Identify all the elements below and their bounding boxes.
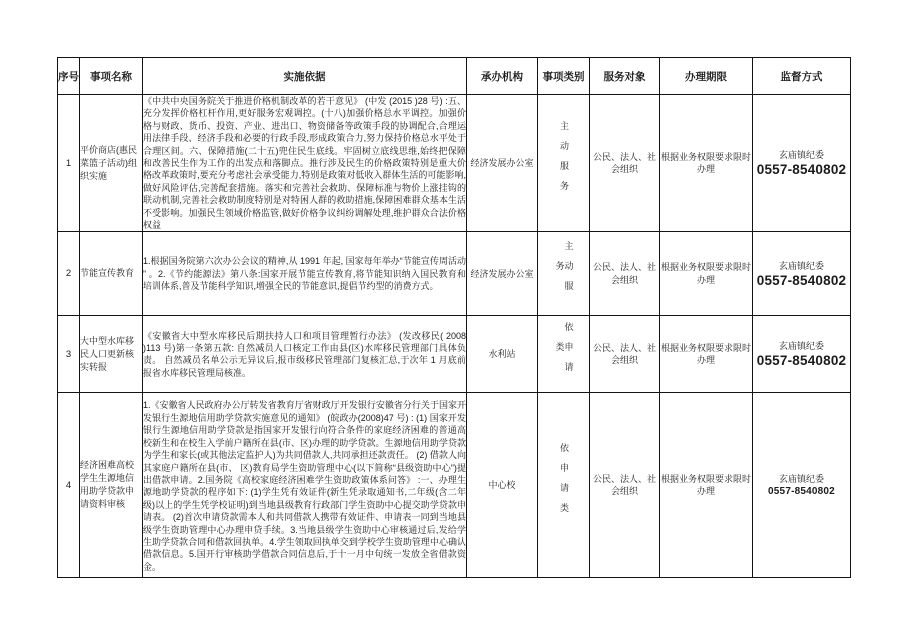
- supervision-method: [753, 393, 851, 578]
- supervisor-name: 玄庙镇纪委: [778, 150, 824, 161]
- item-name: 平价商店(惠民菜篮子活动)组织实施: [80, 95, 143, 232]
- processing-deadline: 根据业务权限要求限时办理: [660, 232, 753, 316]
- supervisor-name: 玄庙镇纪委: [778, 474, 824, 485]
- undertaking-agency: 中心校: [467, 393, 538, 578]
- service-target: 公民、法人、社会组织: [590, 232, 660, 316]
- supervision-method: [753, 95, 851, 232]
- item-name: 大中型水库移民人口更新核实转报: [80, 316, 143, 393]
- supervisor-name: 玄庙镇纪委: [778, 341, 824, 352]
- undertaking-agency: 水利站: [467, 316, 538, 393]
- item-category-vertical-text: 依申请类: [554, 321, 574, 382]
- supervisor-name: 玄庙镇纪委: [778, 260, 824, 271]
- row-number: 3: [58, 316, 80, 393]
- col-header-agency: 承办机构: [467, 58, 538, 95]
- item-category: [538, 393, 590, 578]
- supervision-phone: 0557-8540802: [756, 162, 847, 178]
- item-name: 节能宣传教育: [80, 232, 143, 316]
- service-target: 公民、法人、社会组织: [590, 316, 660, 393]
- item-name: 经济困难高校学生生源地信用助学贷款申请资料审核: [80, 393, 143, 578]
- col-header-basis: 实施依据: [143, 58, 467, 95]
- service-items-table: [57, 57, 851, 578]
- col-header-supervision: 监督方式: [753, 58, 851, 95]
- implementation-basis: 1.《安徽省人民政府办公厅转发省教育厅省财政厅开发银行安徽省分行关于国家开发银行生源地信用助学贷款实施意见的通知》 (皖政办(2008)47 号) : (1) 国家开发银行生源地信用助学贷款是指国家开发银行向符合条件的家庭经济困难的普通高校新生和在校生入学前户籍所在县(市、区)办理的助学贷款。生源地信用助学贷款为学生和家长(或其他法定监护人)为共同借款人,共同承担还款责任。 (2) 借款人向其家庭户籍所在县(市、 区)教育局学生资助管理中心(以下简称“县级资助中心”)提出借款申请。2.国务院《高校家庭经济困难学生资助政策体系问答》 :一、办理生源地助学贷款的程序如下: (1)学生凭有效证件(新生凭录取通知书,二年级(含二年级)以上的学生凭学校证明)到当地县级教育行政部门学生资助中心提交助学贷款申请表。 (2)首次申请贷款需本人和共同借款人携带有效证件、申请表一同到当地县级学生资助管理中心办理申贷手续。3.当地县级学生资助中心审核通过后,发给学生助学贷款合同和借款回执单。4.学生领取回执单交到学校学生资助管理中心确认借款信息。5.国开行审核助学借款合同信息后,于十一月中旬统一发放全省借款资金。: [143, 393, 467, 578]
- supervision-method: [753, 232, 851, 316]
- supervision-phone: 0557-8540802: [768, 486, 835, 498]
- col-header-target: 服务对象: [590, 58, 660, 95]
- col-header-category: 事项类别: [538, 58, 590, 95]
- table-row: [58, 232, 851, 316]
- supervision-method: [753, 316, 851, 393]
- table-row: [58, 316, 851, 393]
- implementation-basis: 《安徽省大中型水库移民后期扶持人口和项目管理暂行办法》 (发改移民( 2008 )113 号)第一条第五款: 自然减员人口核定工作由县(区)水库移民管理部门具体负责。 自然减员名单公示无异议后,报市级移民管理部门复核汇总,于次年 1 月底前报省水库移民管理局核准。: [143, 316, 467, 393]
- row-number: 4: [58, 393, 80, 578]
- implementation-basis: 《中共中央国务院关于推进价格机制改革的若干意见》 (中发 (2015 )28 号) :五、充分发挥价格杠杆作用,更好服务宏观调控。(十八)加强价格总水平调控。加强价格与财政、货币、投资、产业、进出口、物资储备等政策手段的协调配合,合理运用法律手段、经济手段和必要的行政手段,形成政策合力,努力保持价格总水平处于合理区间。六、保障措施(二十五)兜住民生底线。牢固树立底线思维,始终把保障和改善民生作为工作的出发点和落脚点。推行涉及民生的价格政策特别是重大价格改革政策时,要充分考虑社会承受能力,特别是政策对低收入群体生活的可能影响,做好风险评估,完善配套措施。落实和完善社会救助、保障标准与物价上涨挂钩的联动机制,完善社会救助制度特别是对特困人群的救助措施,保障困难群众基本生活不受影响。加强民生领域价格监管,做好价格争议纠纷调解处理,维护群众合法价格权益: [143, 96, 466, 231]
- processing-deadline: 根据业务权限要求限时办理: [660, 393, 753, 578]
- implementation-basis: 1.根据国务院第六次办公会议的精神,从 1991 年起, 国家每年举办“节能宣传周活动 ” 。2.《节约能源法》第八条:国家开展节能宣传教育,将节能知识纳入国民教育和培训体系,普及节能科学知识,增强全民的节能意识,提倡节约型的消费方式。: [143, 232, 467, 316]
- service-target: 公民、法人、社会组织: [590, 95, 660, 232]
- processing-deadline: 根据业务权限要求限时办理: [660, 95, 753, 232]
- header-row: [58, 58, 851, 95]
- item-category: [538, 316, 590, 393]
- supervision-phone: 0557-8540802: [756, 353, 847, 369]
- item-category-vertical-text: 依申请类: [559, 442, 569, 523]
- col-header-name: 事项名称: [80, 58, 143, 95]
- item-category-vertical-text: 主动服务: [554, 241, 574, 302]
- processing-deadline: 根据业务权限要求限时办理: [660, 316, 753, 393]
- table-row: [58, 393, 851, 578]
- supervision-phone: 0557-8540802: [756, 272, 847, 288]
- item-category: [538, 95, 590, 232]
- service-target: 公民、法人、社会组织: [590, 393, 660, 578]
- item-category: [538, 232, 590, 316]
- col-header-deadline: 办理期限: [660, 58, 753, 95]
- undertaking-agency: 经济发展办公室: [467, 232, 538, 316]
- undertaking-agency: 经济发展办公室: [467, 95, 538, 232]
- col-header-no: 序号: [58, 58, 80, 95]
- item-category-vertical-text: 主动服务: [559, 120, 569, 201]
- row-number: 1: [58, 95, 80, 232]
- table-row: [58, 95, 851, 232]
- row-number: 2: [58, 232, 80, 316]
